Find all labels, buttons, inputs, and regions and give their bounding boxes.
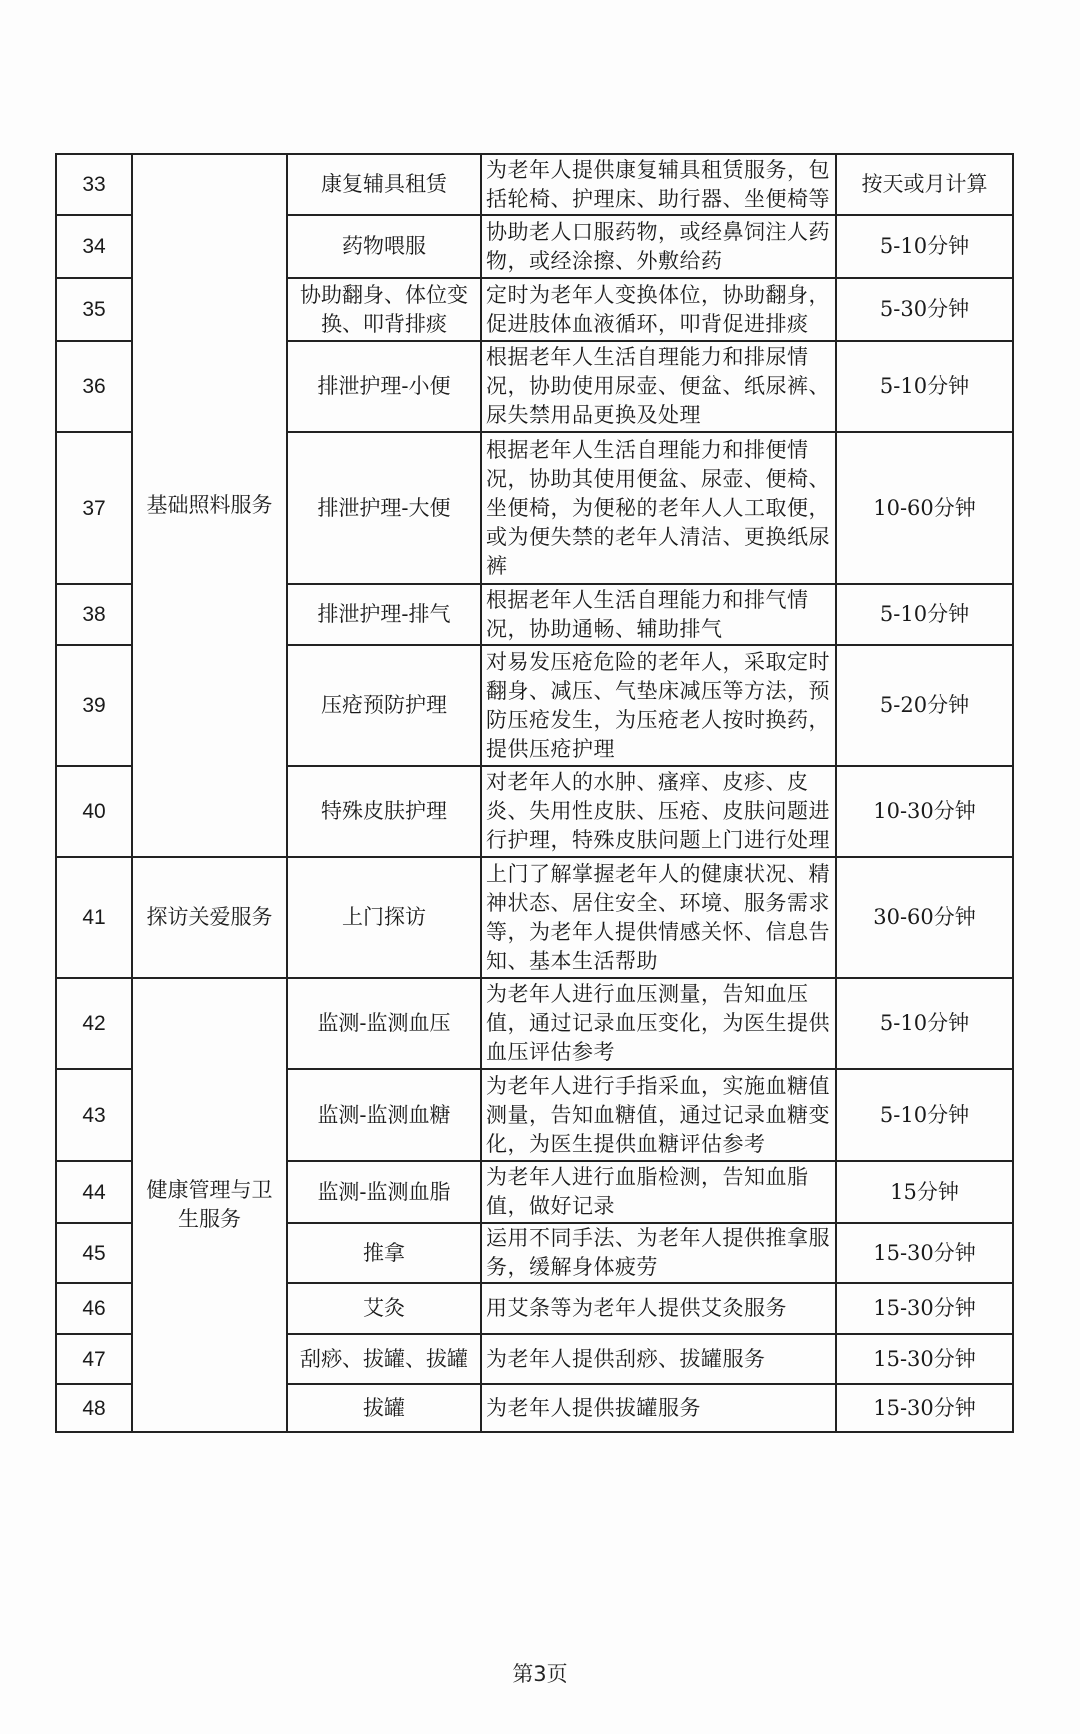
row-number: 38 xyxy=(56,584,132,645)
service-description: 定时为老年人变换体位，协助翻身，促进肢体血液循环，叩背促进排痰 xyxy=(481,278,836,341)
row-number: 36 xyxy=(56,341,132,432)
service-description: 根据老年人生活自理能力和排尿情况，协助使用尿壶、便盆、纸尿裤、尿失禁用品更换及处理 xyxy=(481,341,836,432)
row-number: 45 xyxy=(56,1223,132,1283)
row-number: 46 xyxy=(56,1283,132,1334)
service-duration: 5-10分钟 xyxy=(836,584,1013,645)
service-name: 特殊皮肤护理 xyxy=(287,766,481,857)
service-description: 为老年人提供刮痧、拔罐服务 xyxy=(481,1334,836,1384)
service-description: 运用不同手法、为老年人提供推拿服务，缓解身体疲劳 xyxy=(481,1223,836,1283)
row-number: 44 xyxy=(56,1161,132,1223)
service-duration: 30-60分钟 xyxy=(836,857,1013,978)
service-name: 排泄护理-大便 xyxy=(287,432,481,584)
row-number: 43 xyxy=(56,1069,132,1161)
row-number: 37 xyxy=(56,432,132,584)
row-number: 42 xyxy=(56,978,132,1069)
service-table xyxy=(55,153,1014,1433)
service-name: 压疮预防护理 xyxy=(287,645,481,766)
table-row xyxy=(56,857,1013,978)
category-cell xyxy=(132,978,287,1432)
row-number: 39 xyxy=(56,645,132,766)
row-number: 48 xyxy=(56,1384,132,1432)
service-duration: 15-30分钟 xyxy=(836,1223,1013,1283)
row-number: 34 xyxy=(56,215,132,278)
service-description: 根据老年人生活自理能力和排便情况，协助其使用便盆、尿壶、便椅、坐便椅，为便秘的老年人人工取便，或为便失禁的老年人清洁、更换纸尿裤 xyxy=(481,432,836,584)
service-duration: 5-10分钟 xyxy=(836,215,1013,278)
page-number: 第3页 xyxy=(512,1662,568,1686)
row-number: 40 xyxy=(56,766,132,857)
service-name: 上门探访 xyxy=(287,857,481,978)
category-cell xyxy=(132,154,287,857)
service-description: 对易发压疮危险的老年人，采取定时翻身、减压、气垫床减压等方法，预防压疮发生，为压疮老人按时换药，提供压疮护理 xyxy=(481,645,836,766)
service-duration: 15-30分钟 xyxy=(836,1334,1013,1384)
category-cell: 探访关爱服务 xyxy=(132,857,287,978)
service-name: 排泄护理-排气 xyxy=(287,584,481,645)
service-description: 为老年人进行手指采血，实施血糖值测量，告知血糖值，通过记录血糖变化，为医生提供血糖评估参考 xyxy=(481,1069,836,1161)
service-description: 上门了解掌握老年人的健康状况、精神状态、居住安全、环境、服务需求等，为老年人提供情感关怀、信息告知、基本生活帮助 xyxy=(481,857,836,978)
category-label: 健康管理与卫生服务 xyxy=(146,1178,273,1231)
service-name: 刮痧、拔罐、拔罐 xyxy=(287,1334,481,1384)
service-duration: 按天或月计算 xyxy=(836,154,1013,215)
service-duration: 10-60分钟 xyxy=(836,432,1013,584)
table-row xyxy=(56,978,1013,1069)
service-name: 协助翻身、体位变换、叩背排痰 xyxy=(287,278,481,341)
service-name: 拔罐 xyxy=(287,1384,481,1432)
row-number: 41 xyxy=(56,857,132,978)
service-name: 推拿 xyxy=(287,1223,481,1283)
service-description: 为老年人提供康复辅具租赁服务，包括轮椅、护理床、助行器、坐便椅等 xyxy=(481,154,836,215)
row-number: 33 xyxy=(56,154,132,215)
service-duration: 5-10分钟 xyxy=(836,978,1013,1069)
service-duration: 5-10分钟 xyxy=(836,341,1013,432)
service-duration: 15分钟 xyxy=(836,1161,1013,1223)
service-duration: 15-30分钟 xyxy=(836,1384,1013,1432)
service-description: 用艾条等为老年人提供艾灸服务 xyxy=(481,1283,836,1334)
service-description: 为老年人进行血压测量，告知血压值，通过记录血压变化，为医生提供血压评估参考 xyxy=(481,978,836,1069)
service-description: 协助老人口服药物，或经鼻饲注人药物，或经涂擦、外敷给药 xyxy=(481,215,836,278)
service-name: 药物喂服 xyxy=(287,215,481,278)
service-name: 监测-监测血脂 xyxy=(287,1161,481,1223)
category-label: 基础照料服务 xyxy=(146,493,273,517)
service-name: 排泄护理-小便 xyxy=(287,341,481,432)
service-duration: 5-20分钟 xyxy=(836,645,1013,766)
service-description: 为老年人进行血脂检测，告知血脂值，做好记录 xyxy=(481,1161,836,1223)
row-number: 47 xyxy=(56,1334,132,1384)
service-name: 监测-监测血压 xyxy=(287,978,481,1069)
row-number: 35 xyxy=(56,278,132,341)
service-name: 艾灸 xyxy=(287,1283,481,1334)
table-row xyxy=(56,154,1013,215)
service-duration: 15-30分钟 xyxy=(836,1283,1013,1334)
service-description: 根据老年人生活自理能力和排气情况，协助通畅、辅助排气 xyxy=(481,584,836,645)
service-description: 对老年人的水肿、瘙痒、皮疹、皮炎、失用性皮肤、压疮、皮肤问题进行护理，特殊皮肤问题上门进行处理 xyxy=(481,766,836,857)
service-name: 监测-监测血糖 xyxy=(287,1069,481,1161)
service-duration: 10-30分钟 xyxy=(836,766,1013,857)
service-duration: 5-10分钟 xyxy=(836,1069,1013,1161)
service-description: 为老年人提供拔罐服务 xyxy=(481,1384,836,1432)
service-duration: 5-30分钟 xyxy=(836,278,1013,341)
service-name: 康复辅具租赁 xyxy=(287,154,481,215)
